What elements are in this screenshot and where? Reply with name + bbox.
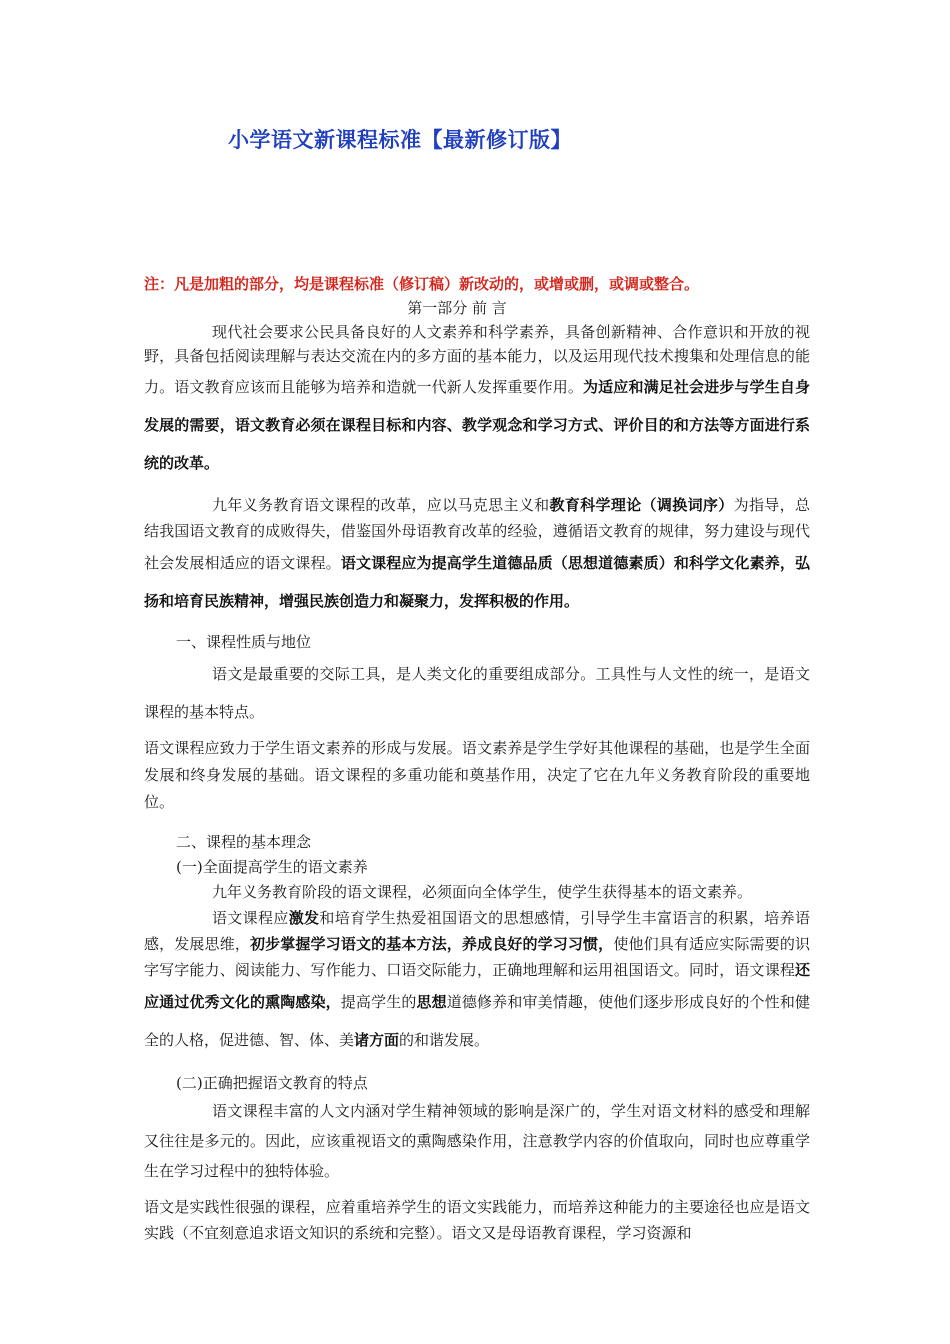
paragraph-literacy: 语文课程应致力于学生语文素养的形成与发展。语文素养是学生学好其他课程的基础，也是学生全面发展和终身发展的基础。语文课程的多重功能和奠基作用，决定了它在九年义务教育阶段的重要地位。 bbox=[144, 739, 810, 811]
paragraph-concept-1b: 语文课程应激发和培育学生热爱祖国语文的思想感情，引导学生丰富语言的积累，培养语感，发展思维，初步掌握学习语文的基本方法，养成良好的学习习惯，使他们具有适应实际需要的识字写字能力、阅读能力、写作能力、口语交际能力，正确地理解和运用祖国语文。同时，语文课程还应通过优秀文化的熏陶感染，提高学生的思想道德修养和审美情趣，使他们逐步形成良好的个性和健全的人格，促进德、智、体、美诸方面的和谐发展。 bbox=[144, 909, 810, 1049]
document-title: 小学语文新课程标准【最新修订版】 bbox=[228, 128, 572, 152]
bold-revision: 诸方面 bbox=[354, 1031, 400, 1049]
bold-revision: 激发 bbox=[288, 909, 320, 927]
document-body bbox=[144, 272, 810, 1246]
heading-concept-1: (一)全面提高学生的语文素养 bbox=[176, 858, 368, 876]
bold-revision: 为适应和满足社会进步与学生自身发展的需要，语文教育必须在课程目标和内容、教学观念和学习方式、评价目的和方法等方面进行系统的改革。 bbox=[144, 378, 810, 472]
bold-revision: 教育科学理论（调换词序） bbox=[549, 496, 734, 514]
paragraph-preface-1: 现代社会要求公民具备良好的人文素养和科学素养，具备创新精神、合作意识和开放的视野，具备包括阅读理解与表达交流在内的多方面的基本能力，以及运用现代技术搜集和处理信息的能力。语文教育应该而且能够为培养和造就一代新人发挥重要作用。为适应和满足社会进步与学生自身发展的需要，语文教育必须在课程目标和内容、教学观念和学习方式、评价目的和方法等方面进行系统的改革。 bbox=[144, 323, 810, 472]
heading-course-nature: 一、课程性质与地位 bbox=[176, 633, 312, 651]
paragraph-concept-2a: 语文课程丰富的人文内涵对学生精神领域的影响是深广的，学生对语文材料的感受和理解又往往是多元的。因此，应该重视语文的熏陶感染作用，注意教学内容的价值取向，同时也应尊重学生在学习过程中的独特体验。 bbox=[144, 1102, 810, 1180]
section-title: 第一部分 前 言 bbox=[407, 299, 507, 317]
paragraph-concept-2b: 语文是实践性很强的课程，应着重培养学生的语文实践能力，而培养这种能力的主要途径也应是语文实践（不宜刻意追求语文知识的系统和完整）。语文又是母语教育课程，学习资源和 bbox=[144, 1198, 810, 1242]
paragraph-preface-2: 九年义务教育语文课程的改革，应以马克思主义和教育科学理论（调换词序）为指导，总结我国语文教育的成败得失，借鉴国外母语教育改革的经验，遵循语文教育的规律，努力建设与现代社会发展相适应的语文课程。语文课程应为提高学生道德品质（思想道德素质）和科学文化素养，弘扬和培育民族精神，增强民族创造力和凝聚力，发挥积极的作用。 bbox=[144, 496, 810, 610]
heading-basic-concepts: 二、课程的基本理念 bbox=[176, 833, 312, 851]
paragraph-course-nature: 语文是最重要的交际工具，是人类文化的重要组成部分。工具性与人文性的统一，是语文课程的基本特点。 bbox=[144, 665, 810, 721]
bold-revision: 语文课程应为提高学生道德品质（思想道德素质）和科学文化素养，弘扬和培育民族精神，增强民族创造力和凝聚力，发挥积极的作用。 bbox=[144, 554, 810, 610]
bold-revision: 还应通过优秀文化的熏陶感染， bbox=[144, 961, 810, 1011]
bold-revision: 初步掌握学习语文的基本方法，养成良好的学习习惯， bbox=[249, 935, 614, 953]
paragraph-concept-1a: 九年义务教育阶段的语文课程，必须面向全体学生，使学生获得基本的语文素养。 bbox=[212, 883, 753, 901]
heading-concept-2: (二)正确把握语文教育的特点 bbox=[176, 1074, 368, 1092]
revision-note: 注：凡是加粗的部分，均是课程标准（修订稿）新改动的，或增或删，或调或整合。 bbox=[144, 275, 700, 293]
bold-revision: 思想 bbox=[416, 993, 447, 1011]
